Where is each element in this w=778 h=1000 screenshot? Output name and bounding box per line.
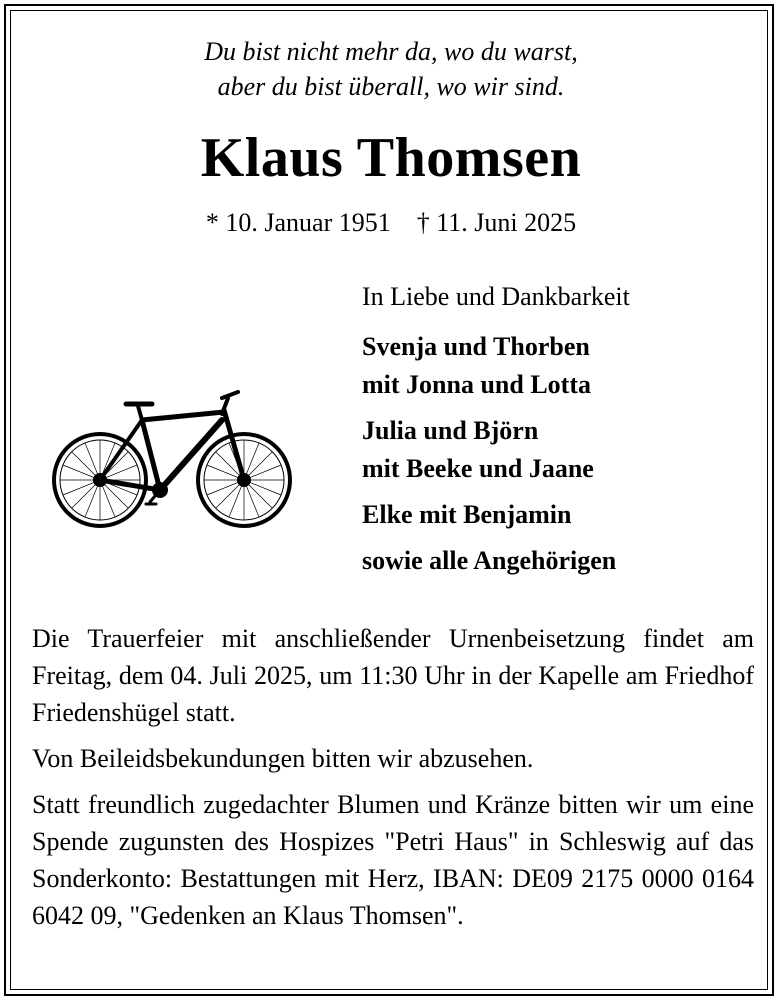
quote-line-2: aber du bist überall, wo wir sind. [217,72,565,101]
service-notes [32,620,754,943]
obituary-frame [4,4,774,996]
life-dates [6,206,776,240]
deceased-name: Klaus Thomsen [200,127,582,189]
gratitude-line: In Liebe und Dankbarkeit [362,282,630,311]
family-line: sowie alle Angehörigen [362,546,617,575]
family-entry [362,496,762,534]
funeral-notice: Die Trauerfeier mit anschließender Urnenbeisetzung findet am Freitag, dem 04. Juli 2025, um 11:30 Uhr in der Kapelle am Friedhof Friedenshügel statt. [32,624,754,727]
family-entry [362,412,762,488]
family-line: Elke mit Benjamin [362,500,572,529]
family-line: mit Jonna und Lotta [362,370,591,399]
family-entry [362,328,762,404]
quote-line-1: Du bist nicht mehr da, wo du warst, [204,37,578,66]
family-entry [362,542,762,580]
condolence-notice: Von Beileidsbekundungen bitten wir abzusehen. [32,744,534,773]
bicycle-icon [52,384,292,530]
death-date: † 11. Juni 2025 [416,208,577,237]
birth-date: * 10. Januar 1951 [205,208,391,237]
donation-notice: Statt freundlich zugedachter Blumen und Kränze bitten wir um eine Spende zugunsten des Hospizes "Petri Haus" in Schleswig auf das Sonderkonto: Bestattungen mit Herz, IBAN: DE09 2175 0000 0164 6042 09, "Gedenken an Klaus Thomsen". [32,790,754,930]
family-line: Julia und Björn [362,416,539,445]
family-line: Svenja und Thorben [362,332,590,361]
memorial-quote [6,34,776,104]
mourners-block [362,280,762,588]
family-line: mit Beeke und Jaane [362,454,594,483]
